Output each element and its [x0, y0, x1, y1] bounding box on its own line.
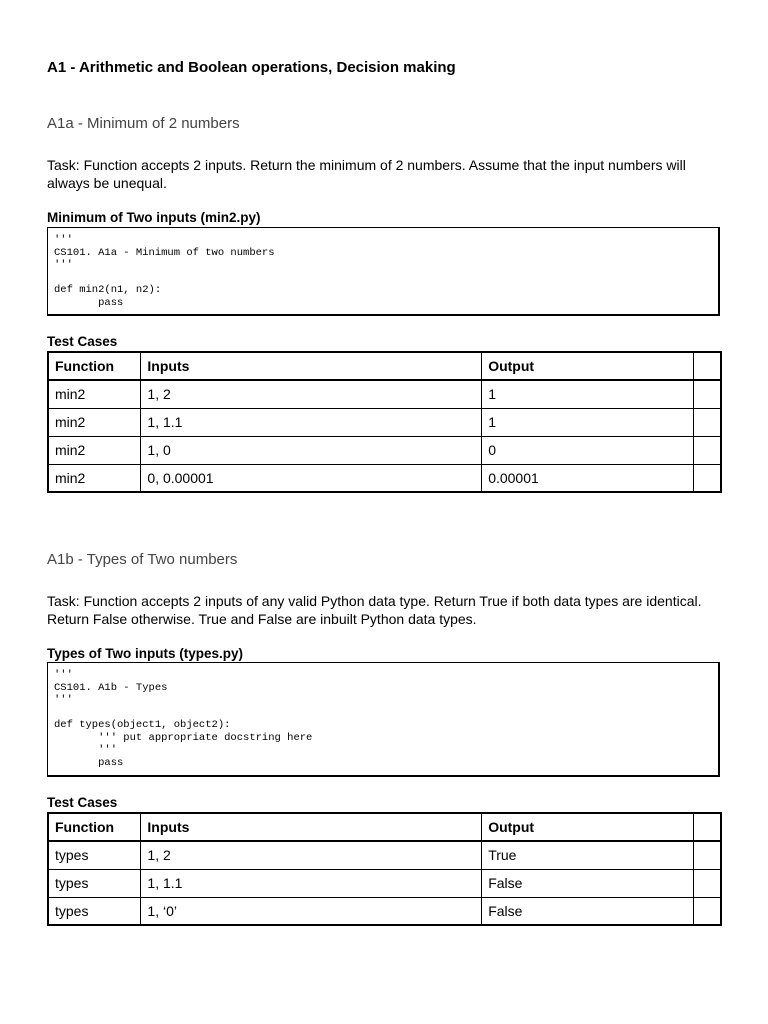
code-line: ''' put appropriate docstring here	[54, 731, 313, 744]
code-line: def types(object1, object2):	[54, 719, 231, 731]
cell-inputs: 1, 2	[141, 380, 482, 408]
cell-blank	[693, 408, 721, 436]
header-cell-blank	[693, 352, 721, 380]
code-block-a1a	[47, 227, 720, 316]
section-title-a1a: A1a - Minimum of 2 numbers	[47, 115, 240, 132]
header-cell-output: Output	[482, 813, 693, 841]
cell-blank	[693, 869, 721, 897]
cell-output: 0.00001	[482, 464, 693, 492]
test-cases-table-a1a	[47, 351, 722, 493]
header-cell-function: Function	[48, 352, 141, 380]
test-cases-label-a1a: Test Cases	[47, 334, 118, 349]
cell-output: 1	[482, 408, 693, 436]
code-line	[54, 272, 712, 285]
code-line: pass	[54, 756, 124, 769]
header-cell-inputs: Inputs	[141, 813, 482, 841]
cell-function: types	[48, 897, 141, 925]
cell-inputs: 1, 1.1	[141, 869, 482, 897]
header-cell-function: Function	[48, 813, 141, 841]
table-header-row	[48, 813, 721, 841]
cell-output: True	[482, 841, 693, 869]
cell-blank	[693, 841, 721, 869]
table-row	[48, 869, 721, 897]
code-line: '''	[54, 744, 118, 756]
header-cell-inputs: Inputs	[141, 352, 482, 380]
cell-inputs: 0, 0.00001	[141, 464, 482, 492]
cell-function: types	[48, 841, 141, 869]
table-row	[48, 841, 721, 869]
cell-function: types	[48, 869, 141, 897]
cell-blank	[693, 897, 721, 925]
table-header-row	[48, 352, 721, 380]
table-row	[48, 408, 721, 436]
code-line: CS101. A1a - Minimum of two numbers	[54, 246, 275, 259]
code-line: '''	[54, 669, 73, 681]
section-title-a1b: A1b - Types of Two numbers	[47, 551, 238, 568]
cell-blank	[693, 464, 721, 492]
test-cases-label-a1b: Test Cases	[47, 795, 118, 810]
cell-output: 1	[482, 380, 693, 408]
page-heading: A1 - Arithmetic and Boolean operations, Decision making	[47, 59, 456, 76]
cell-function: min2	[48, 408, 141, 436]
code-line: '''	[54, 259, 73, 271]
task-description-a1b: Task: Function accepts 2 inputs of any valid Python data type. Return True if both data types are identical. Return False otherwise. True and False are inbuilt Python data types.	[47, 593, 702, 627]
table-row	[48, 464, 721, 492]
cell-function: min2	[48, 436, 141, 464]
code-line: def min2(n1, n2):	[54, 284, 162, 296]
cell-function: min2	[48, 464, 141, 492]
cell-output: False	[482, 897, 693, 925]
header-cell-output: Output	[482, 352, 693, 380]
code-line: CS101. A1b - Types	[54, 681, 168, 694]
cell-function: min2	[48, 380, 141, 408]
cell-inputs: 1, ‘0’	[141, 897, 482, 925]
cell-inputs: 1, 1.1	[141, 408, 482, 436]
code-line: '''	[54, 694, 73, 706]
table-row	[48, 897, 721, 925]
table-row	[48, 380, 721, 408]
code-line	[54, 707, 712, 720]
cell-blank	[693, 436, 721, 464]
table-row	[48, 436, 721, 464]
task-description-a1a: Task: Function accepts 2 inputs. Return the minimum of 2 numbers. Assume that the input numbers will always be unequal.	[47, 157, 686, 191]
cell-output: False	[482, 869, 693, 897]
test-cases-table-a1b	[47, 812, 722, 926]
cell-inputs: 1, 0	[141, 436, 482, 464]
header-cell-blank	[693, 813, 721, 841]
code-block-a1b	[47, 662, 720, 777]
code-line: pass	[54, 296, 124, 309]
cell-output: 0	[482, 436, 693, 464]
code-line: '''	[54, 234, 73, 246]
code-label-a1a: Minimum of Two inputs (min2.py)	[47, 210, 261, 225]
cell-blank	[693, 380, 721, 408]
code-label-a1b: Types of Two inputs (types.py)	[47, 646, 244, 661]
cell-inputs: 1, 2	[141, 841, 482, 869]
